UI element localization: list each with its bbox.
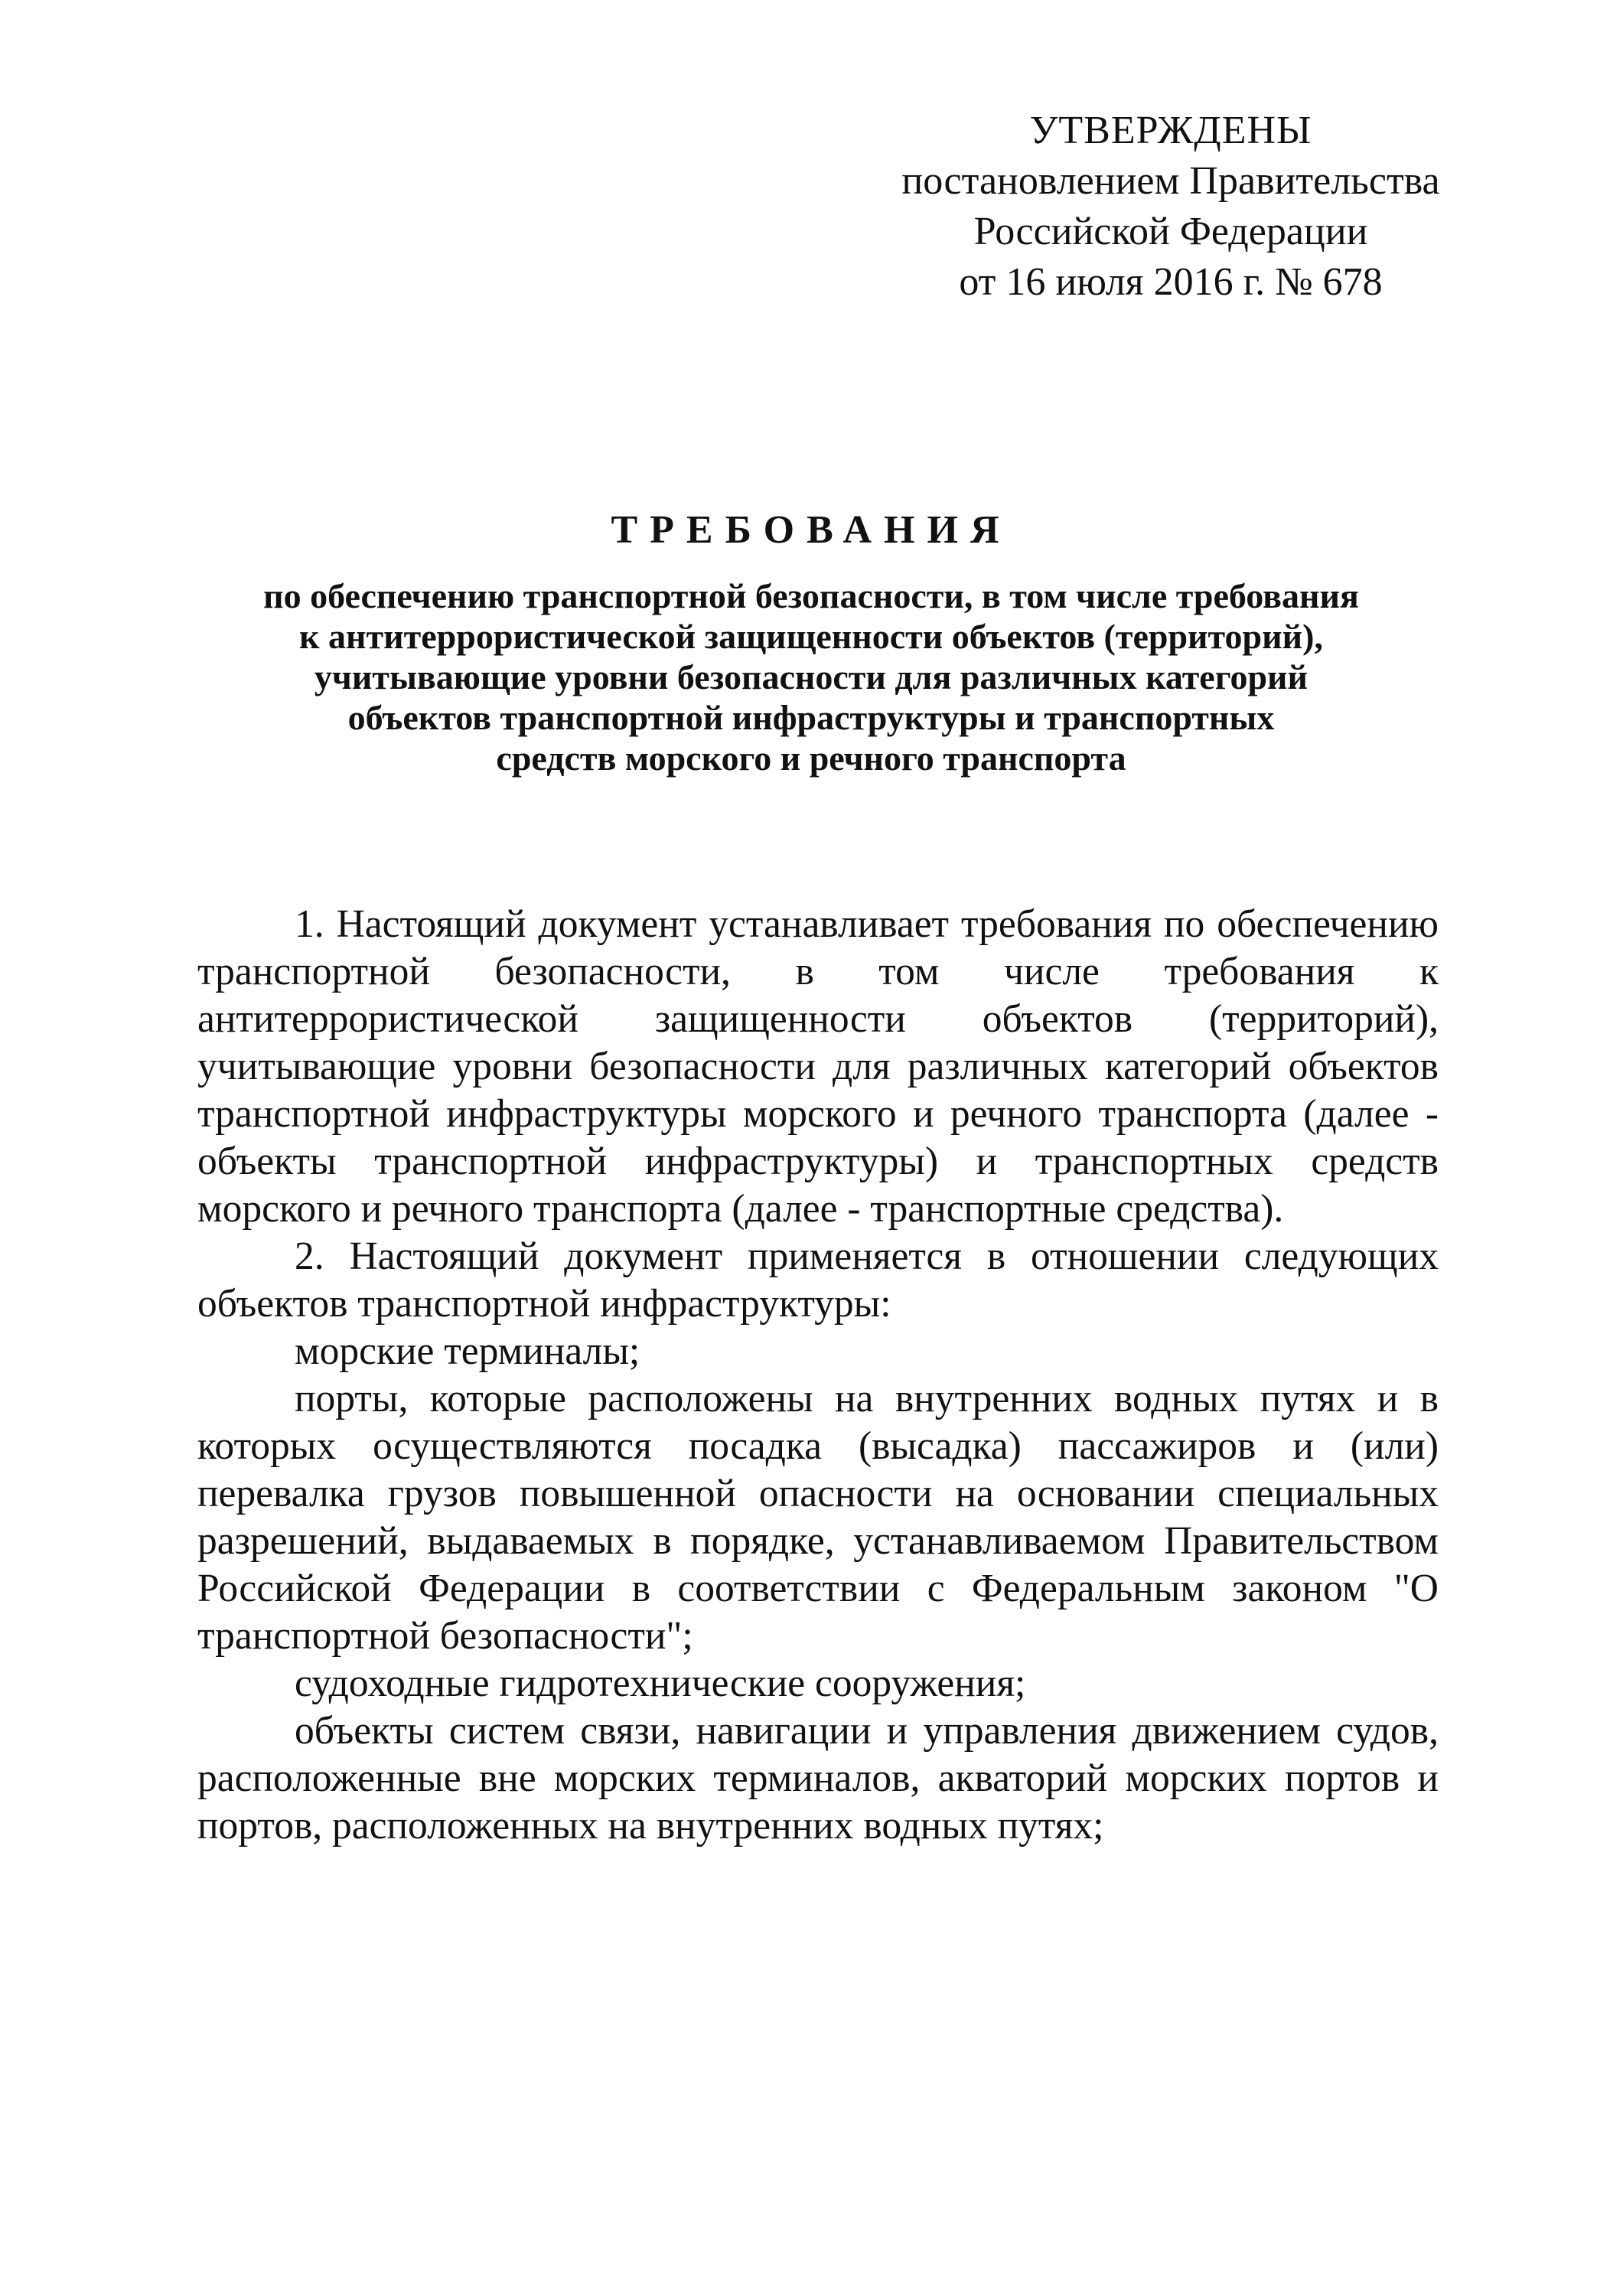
document-subtitle xyxy=(122,576,1500,778)
paragraph-1: 1. Настоящий документ устанавливает требования по обеспечению транспортной безопасности, в том числе требования к антитеррористической защищенности объектов (территорий), учитывающие уровни безопасности для различных категорий объектов транспортной инфраструктуры морского и речного транспорта (далее - объекты транспортной инфраструктуры) и транспортных средств морского и речного транспорта (далее - транспортные средства). xyxy=(197,902,1439,1231)
approval-line-3: от 16 июля 2016 г. № 678 xyxy=(959,260,1383,304)
subtitle-line: средств морского и речного транспорта xyxy=(496,739,1126,778)
subtitle-line: учитывающие уровни безопасности для различных категорий xyxy=(314,657,1309,696)
approval-stamp-block xyxy=(880,106,1462,308)
approval-title: УТВЕРЖДЕНЫ xyxy=(1029,109,1312,152)
list-item-hydraulic-structures: судоходные гидротехнические сооружения; xyxy=(295,1662,1026,1705)
document-title: ТРЕБОВАНИЯ xyxy=(611,508,1012,552)
subtitle-line: по обеспечению транспортной безопасности, в том числе требования xyxy=(263,576,1359,615)
subtitle-line: объектов транспортной инфраструктуры и транспортных xyxy=(347,698,1275,737)
list-item-marine-terminals: морские терминалы; xyxy=(295,1329,640,1373)
list-item-ports: порты, которые расположены на внутренних водных путях и в которых осуществляются посадка (высадка) пассажиров и (или) перевалка грузов повышенной опасности на основании специальных разрешений, выдаваемых в порядке, устанавливаемом Правительством Российской Федерации в соответствии с Федеральным законом "О транспортной безопасности"; xyxy=(197,1377,1439,1658)
approval-line-2: Российской Федерации xyxy=(973,210,1368,253)
subtitle-line: к антитеррористической защищенности объектов (территорий), xyxy=(299,617,1323,656)
list-item-navigation-systems: объекты систем связи, навигации и управления движением судов, расположенные вне морских терминалов, акваторий морских портов и портов, расположенных на внутренних водных путях; xyxy=(197,1709,1439,1848)
document-body xyxy=(197,901,1439,1850)
approval-line-1: постановлением Правительства xyxy=(901,159,1440,203)
paragraph-2: 2. Настоящий документ применяется в отношении следующих объектов транспортной инфраструктуры: xyxy=(197,1234,1439,1326)
